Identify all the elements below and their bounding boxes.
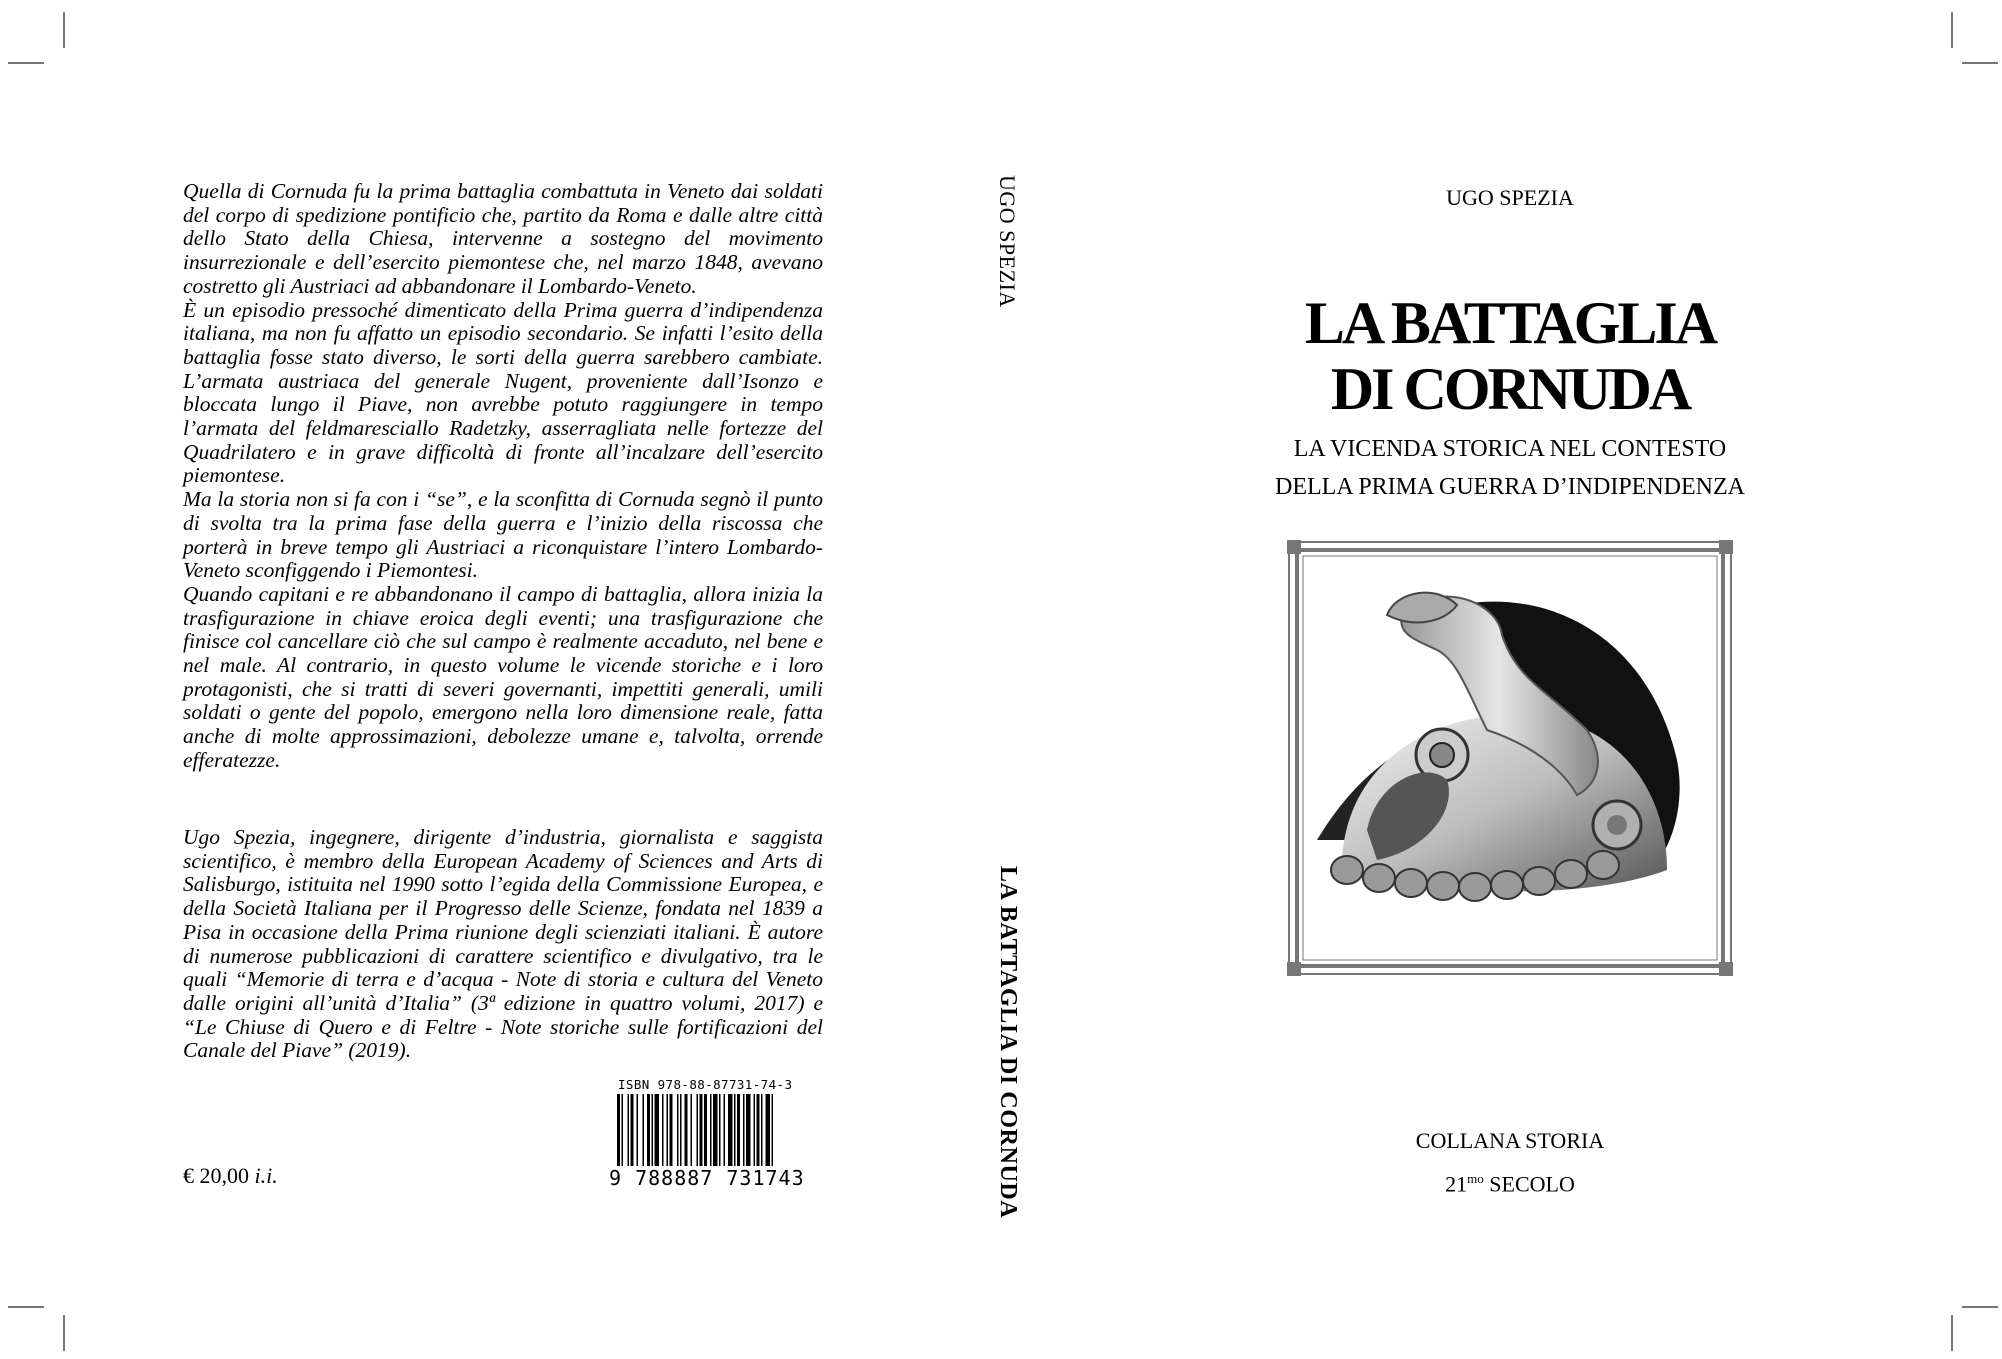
barcode-bar: [662, 1094, 664, 1166]
spine-title: LA BATTAGLIA DI CORNUDA: [995, 866, 1021, 1219]
barcode-bar: [757, 1094, 760, 1166]
barcode-bar: [677, 1094, 679, 1166]
crop-mark: [63, 1315, 65, 1351]
back-cover-blurb: [183, 180, 823, 773]
barcode-bar: [766, 1094, 771, 1166]
crop-mark: [8, 1306, 44, 1308]
price-suffix: i.i.: [254, 1163, 278, 1188]
author-bio: Ugo Spezia, ingegnere, dirigente d’industria, giornalista e saggista scientifico, è membro della European Academy of Sciences and Arts di Salisburgo, istituita nel 1990 sotto l’egida della Commissione Europea, e della Società Italiana per il Progresso delle Scienze, fondata nel 1839 a Pisa in occasione della Prima riunione degli scienziati italiani. È autore di numerose pubblicazioni di carattere scientifico e divulgativo, tra le quali “Memorie di terra e d’acqua - Note di storia e cultura del Veneto dalle origini all’unità d’Italia” (3ª edizione in quattro volumi, 2017) e “Le Chiuse di Quero e di Feltre - Note storiche sulle fortificazioni del Canale del Piave” (2019).: [183, 825, 823, 1063]
barcode-bar: [704, 1094, 707, 1166]
blurb-paragraph: È un episodio pressoché dimenticato della Prima guerra d’indipendenza italiana, ma non fu affatto un episodio secondario. Se infatti l’esito della battaglia fosse stato diverso, le sorti della guerra sarebbero cambiate. L’armata austriaca del generale Nugent, proveniente dall’Isonzo e bloccata lungo il Piave, non avrebbe potuto raggiungere in tempo l’armata del feldmaresciallo Radetzky, asserragliata nelle fortezze del Quadrilatero e in grave difficoltà di fronte all’incalzare dell’esercito piemontese.: [183, 297, 823, 488]
crop-mark: [63, 12, 65, 48]
barcode-bar: [772, 1094, 774, 1166]
barcode-bar: [746, 1094, 751, 1166]
barcode-bar: [655, 1094, 660, 1166]
barcode-bar: [743, 1094, 745, 1166]
title-line: LA BATTAGLIA: [1304, 290, 1716, 356]
barcode-bar: [713, 1094, 718, 1166]
crop-mark: [1951, 1315, 1953, 1351]
barcode-bar: [737, 1094, 740, 1166]
price: [183, 1163, 278, 1189]
barcode-bar: [637, 1094, 639, 1166]
barcode-bar: [667, 1094, 669, 1166]
barcode-bar: [728, 1094, 733, 1166]
barcode-bar: [697, 1094, 699, 1166]
barcode-bar: [631, 1094, 634, 1166]
crop-mark: [1962, 62, 1998, 64]
barcode-bar: [647, 1094, 650, 1166]
barcode-digits: 9 788887 731743: [609, 1166, 805, 1190]
blurb-paragraph: Ma la storia non si fa con i “se”, e la sconfitta di Cornuda segnò il punto di svolta tra la prima fase della guerra e l’inizio della riscossa che porterà in breve tempo gli Austriaci a riconquistare l’intero Lombardo-Veneto sconfiggendo i Piemontesi.: [183, 487, 823, 583]
subtitle-line: LA VICENDA STORICA NEL CONTESTO: [1293, 436, 1727, 462]
book-title: [1200, 290, 1820, 422]
barcode-bar: [754, 1094, 756, 1166]
spine-author: UGO SPEZIA: [995, 175, 1020, 308]
barcode-bar: [719, 1094, 721, 1166]
front-author: UGO SPEZIA: [1446, 185, 1574, 210]
barcode-bar: [680, 1094, 682, 1166]
series-line: COLLANA STORIA: [1415, 1128, 1605, 1153]
title-line: DI CORNUDA: [1330, 356, 1690, 422]
barcode-bar: [761, 1094, 763, 1166]
barcode-bar: [622, 1094, 624, 1166]
isbn-label: ISBN 978-88-87731-74-3: [618, 1077, 793, 1092]
barcode-bar: [685, 1094, 688, 1166]
barcode-bar: [670, 1094, 673, 1166]
series-line: [1380, 1160, 1640, 1203]
blurb-paragraph: Quando capitani e re abbandonano il campo di battaglia, allora inizia la trasfigurazione in chiave eroica degli eventi; una trasfigurazione che finisce col cancellare ciò che sul campo è realmente accaduto, nel bene e nel male. Al contrario, in questo volume le vicende storiche e i loro protagonisti, che si tratti di severi governanti, impettiti generali, umili soldati o gente del popolo, emergono nella loro dimensione reale, fatta anche di molte approssimazioni, debolezze umane e, talvolta, orrende efferatezze.: [183, 581, 823, 772]
price-amount: € 20,00: [183, 1163, 249, 1188]
series-ordinal: 21: [1445, 1171, 1468, 1197]
crop-mark: [8, 62, 44, 64]
crop-mark: [1962, 1306, 1998, 1308]
subtitle-line: DELLA PRIMA GUERRA D’INDIPENDENZA: [1275, 474, 1745, 500]
barcode-bar: [628, 1094, 630, 1166]
barcode-bar: [710, 1094, 712, 1166]
book-subtitle: [1200, 430, 1820, 506]
barcode-bar: [700, 1094, 703, 1166]
barcode-bar: [617, 1094, 620, 1166]
barcode-bar: [724, 1094, 726, 1166]
series-name: [1380, 1122, 1640, 1203]
series-ordinal-suffix: mo: [1467, 1171, 1484, 1186]
series-century: SECOLO: [1489, 1171, 1575, 1197]
blurb-paragraph: Quella di Cornuda fu la prima battaglia combattuta in Veneto dai soldati del corpo di spedizione pontificio che, partito da Roma e dalle altre città dello Stato della Chiesa, intervenne a sostegno del movimento insurrezionale e dell’esercito piemontese che, nel marzo 1848, avevano costretto gli Austriaci ad abbandonare il Lombardo-Veneto.: [183, 179, 823, 298]
helmet-icon: [1317, 593, 1680, 901]
barcode-bar: [643, 1094, 645, 1166]
cover-illustration: [1287, 540, 1733, 976]
crop-mark: [1951, 12, 1953, 48]
barcode-bar: [734, 1094, 736, 1166]
barcode-bar: [652, 1094, 654, 1166]
barcode-bar: [691, 1094, 693, 1166]
